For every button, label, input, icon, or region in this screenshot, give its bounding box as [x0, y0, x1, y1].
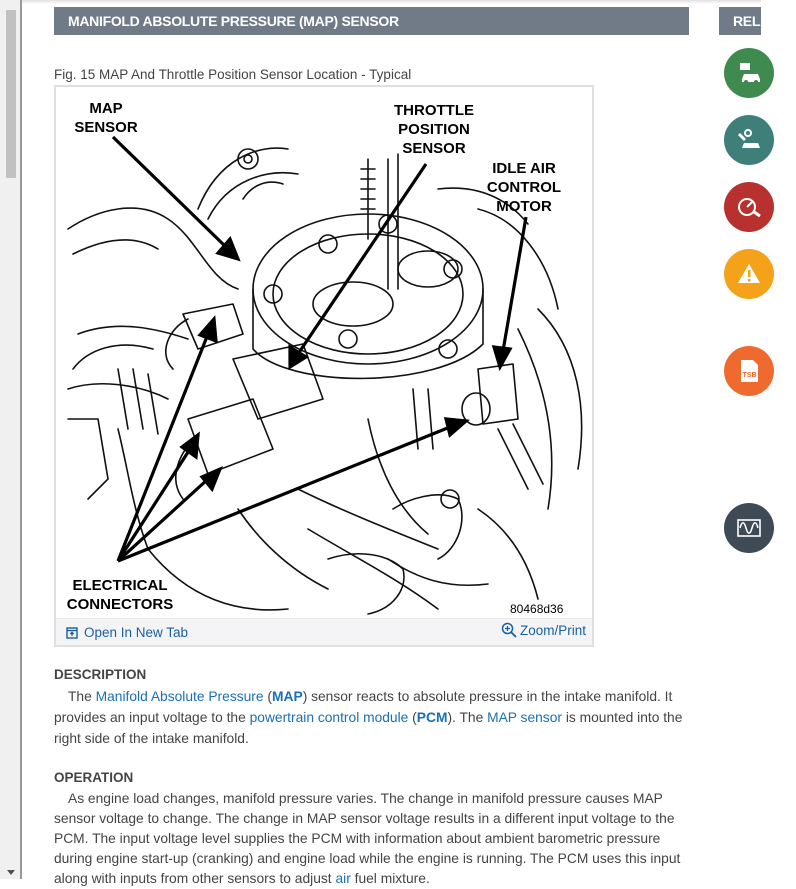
wrench-car-icon — [736, 127, 762, 153]
open-new-tab-label: Open In New Tab — [84, 625, 189, 640]
zoom-print-link[interactable] — [501, 622, 586, 638]
warning-icon — [736, 261, 762, 287]
vehicle-icon — [736, 60, 762, 86]
link-pcm-abbr[interactable]: PCM — [416, 710, 448, 725]
label-iac-2: CONTROL — [486, 179, 562, 196]
figure-footer — [56, 618, 592, 645]
vertical-scrollbar[interactable] — [0, 0, 22, 879]
tsb-document-icon — [736, 358, 762, 384]
label-conn-2: CONNECTORS — [66, 596, 174, 613]
throttle-body-diagram — [58, 89, 592, 619]
svg-text:TSB: TSB — [742, 372, 757, 379]
link-manifold-absolute-pressure[interactable]: Manifold Absolute Pressure — [95, 689, 264, 704]
related-title: RELATED — [733, 13, 796, 29]
label-iac-1: IDLE AIR — [492, 160, 556, 177]
zoom-icon — [501, 622, 517, 638]
link-map-abbr[interactable]: MAP — [272, 689, 303, 704]
figure-caption: Fig. 15 MAP And Throttle Position Sensor Location - Typical — [54, 67, 412, 82]
top-shadow — [22, 0, 761, 4]
section-header — [54, 7, 689, 35]
label-tps-2: POSITION — [398, 121, 470, 138]
label-map-2: SENSOR — [74, 119, 138, 136]
page-title: MANIFOLD ABSOLUTE PRESSURE (MAP) SENSOR — [68, 13, 399, 29]
operation-text: As engine load changes, manifold pressure varies. The change in manifold pressure causes MAP sensor voltage to change. The change in MAP sensor voltage results in a different input voltage to the PCM. The input voltage level supplies the PCM with information about ambient barometric pressure during engine start-up (cranking) and engine load while the engine is running. The PCM uses this input along with inputs from other sensors to adjust air fuel mixture. — [54, 791, 681, 886]
related-header — [719, 7, 796, 35]
figure-id: 80468d36 — [510, 602, 564, 616]
operation-heading: OPERATION — [54, 770, 134, 785]
label-iac-3: MOTOR — [496, 198, 552, 215]
label-map-1: MAP — [89, 100, 123, 117]
description-text: The Manifold Absolute Pressure (MAP) sensor reacts to absolute pressure in the intake manifold. It provides an input voltage to the powertrain control module (PCM). The MAP sensor is mounted into the right side of the intake manifold. — [54, 689, 683, 746]
description-heading: DESCRIPTION — [54, 667, 147, 682]
scrollbar-thumb[interactable] — [6, 10, 16, 178]
label-tps-3: SENSOR — [402, 140, 466, 157]
gauge-icon — [736, 194, 762, 220]
figure-container — [54, 85, 594, 647]
vehicle-info-button[interactable] — [724, 48, 774, 98]
component-locator-button[interactable] — [724, 115, 774, 165]
open-tab-icon — [66, 627, 78, 639]
link-powertrain-control-module[interactable]: powertrain control module — [249, 710, 409, 725]
scroll-down-arrow-icon[interactable] — [7, 870, 15, 875]
open-new-tab-link[interactable] — [66, 625, 188, 640]
link-map-sensor[interactable]: MAP sensor — [487, 710, 562, 725]
tsb-button[interactable] — [724, 346, 774, 396]
link-air[interactable]: air — [335, 871, 351, 886]
zoom-print-label: Zoom/Print — [519, 622, 586, 638]
warning-button[interactable] — [724, 249, 774, 299]
waveform-icon — [736, 515, 762, 541]
waveform-button[interactable] — [724, 503, 774, 553]
label-tps-1: THROTTLE — [394, 102, 474, 119]
label-conn-1: ELECTRICAL — [72, 577, 168, 594]
diagnostics-button[interactable] — [724, 182, 774, 232]
